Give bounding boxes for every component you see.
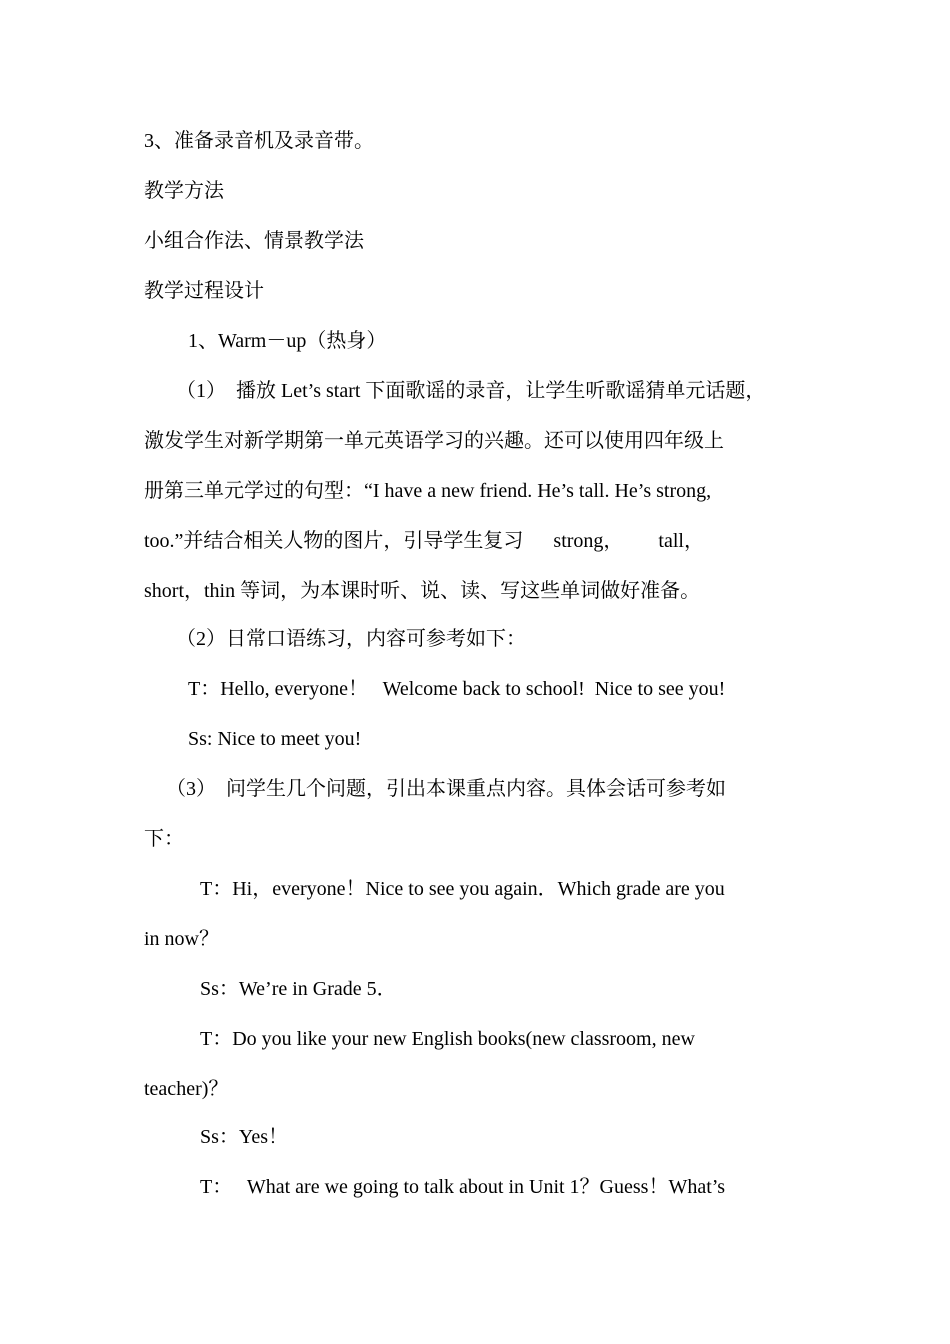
text-line-3: 小组合作法、情景教学法	[144, 230, 364, 252]
section-warm-up: 1、Warm－up（热身）	[188, 330, 387, 352]
dialogue-line: T： What are we going to talk about in Unit 1？Guess！What’s	[200, 1176, 726, 1198]
paragraph-line: 下：	[144, 828, 184, 850]
dialogue-line: in now？	[144, 928, 219, 950]
paragraph-line: 册第三单元学过的句型：“I have a new friend. He’s tall. He’s strong,	[144, 480, 712, 502]
dialogue-line: T：Do you like your new English books(new classroom, new	[200, 1028, 695, 1050]
dialogue-line: teacher)？	[144, 1078, 229, 1100]
dialogue-line: T：Hi，everyone！Nice to see you again．Which grade are you	[200, 878, 725, 900]
dialogue-line: Ss: Nice to meet you!	[188, 728, 362, 750]
paragraph-line: 激发学生对新学期第一单元英语学习的兴趣。还可以使用四年级上	[144, 430, 724, 452]
paragraph-line: （3） 问学生几个问题，引出本课重点内容。具体会话可参考如	[166, 778, 726, 800]
heading-process-design: 教学过程设计	[144, 280, 264, 302]
text-line-1: 3、准备录音机及录音带。	[144, 130, 374, 152]
paragraph-line: too.”并结合相关人物的图片，引导学生复习 strong， tall，	[144, 530, 704, 552]
dialogue-line: Ss：We’re in Grade 5．	[200, 978, 397, 1000]
paragraph-line: short，thin 等词，为本课时听、说、读、写这些单词做好准备。	[144, 580, 701, 602]
dialogue-line: T：Hello, everyone！ Welcome back to school! Nice to see you!	[188, 678, 726, 700]
dialogue-line: Ss：Yes！	[200, 1126, 289, 1148]
paragraph-line: （1） 播放 Let’s start 下面歌谣的录音，让学生听歌谣猜单元话题，	[176, 380, 766, 402]
heading-teaching-method: 教学方法	[144, 180, 224, 202]
paragraph-line: （2）日常口语练习，内容可参考如下：	[176, 628, 526, 650]
